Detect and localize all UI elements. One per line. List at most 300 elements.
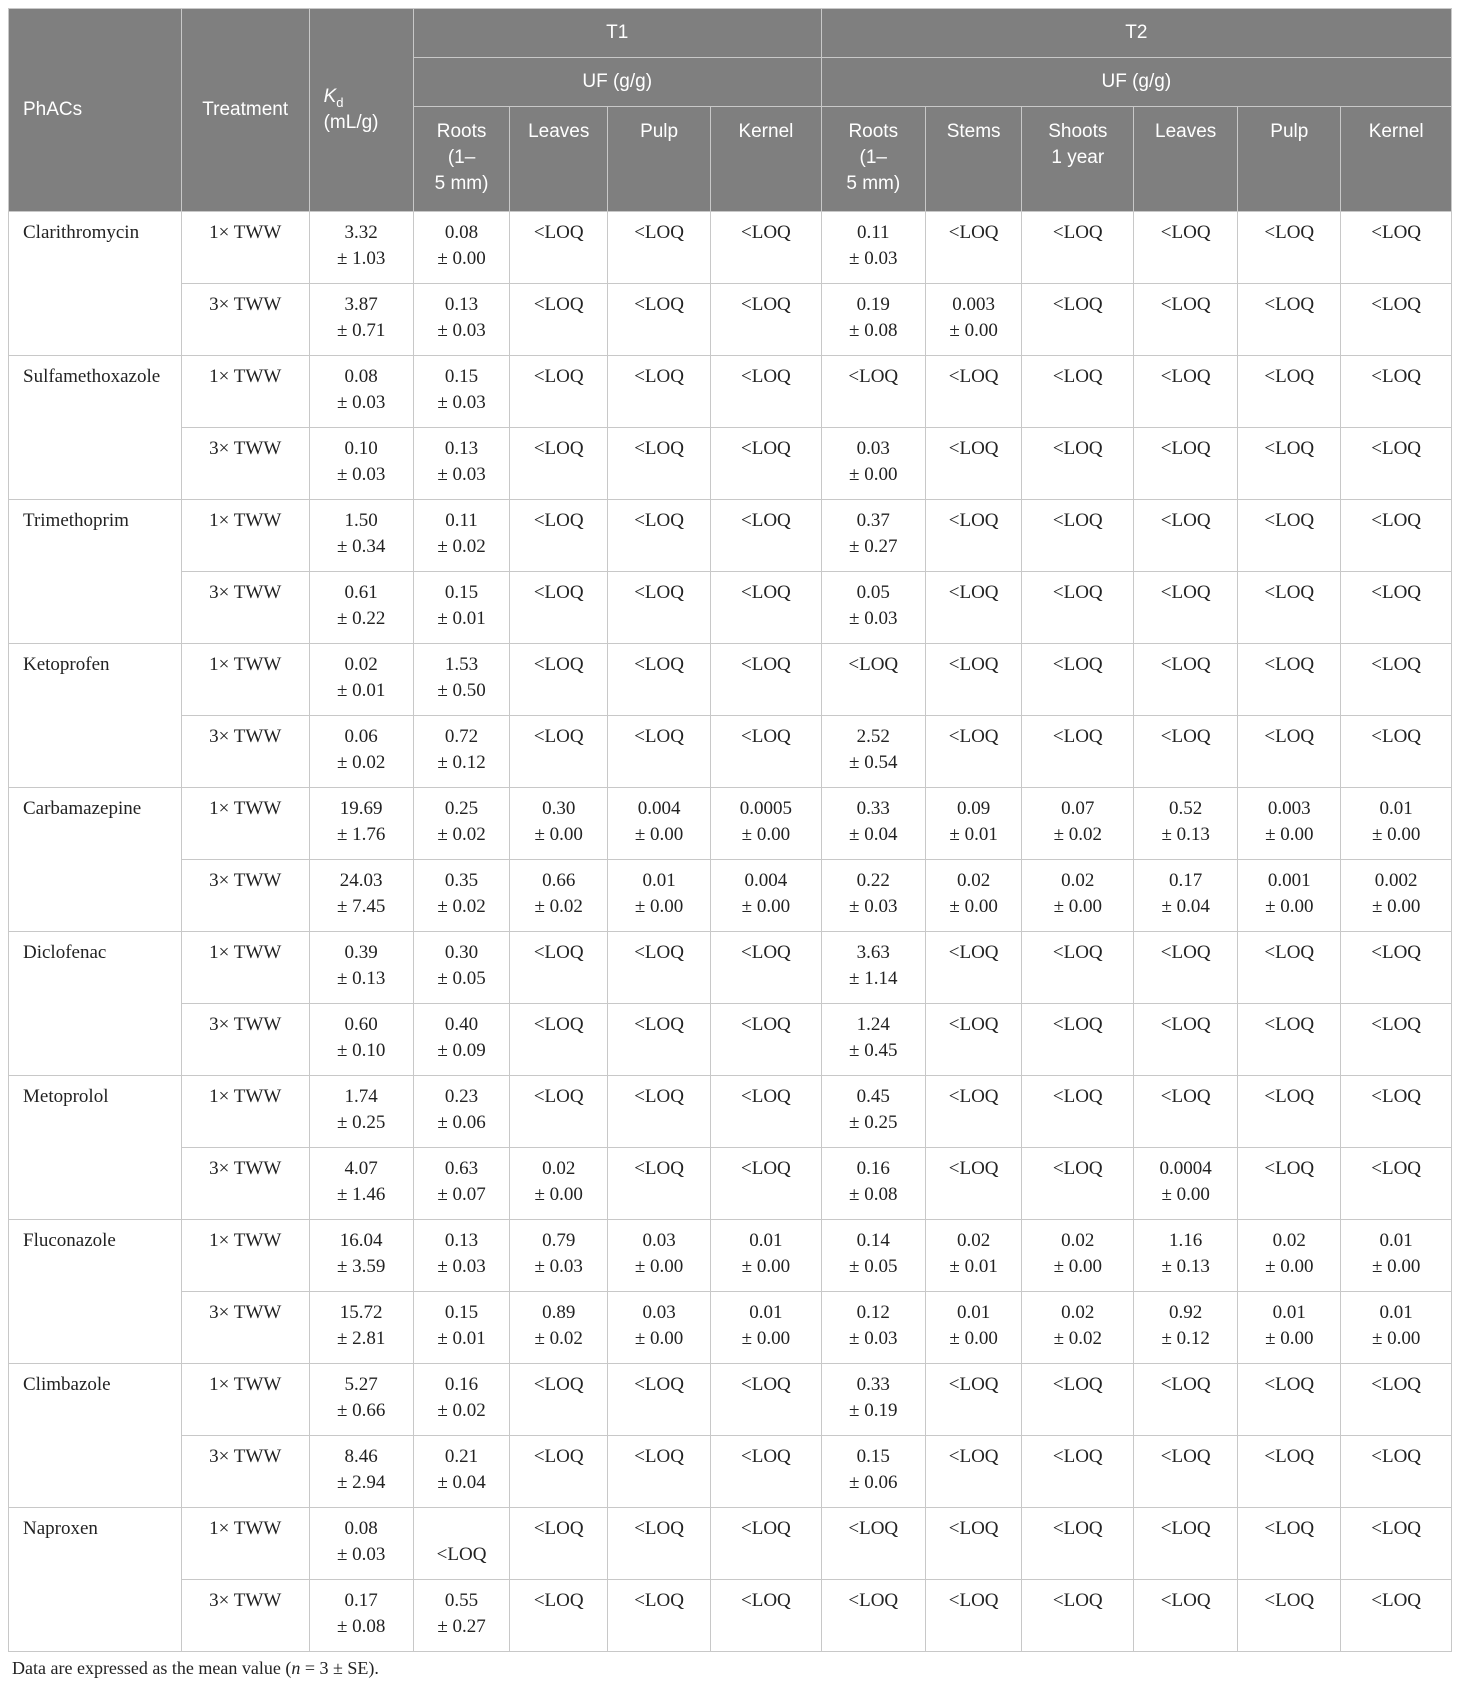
value-mean: 0.35: [444, 870, 479, 891]
value-error: ± 0.34: [336, 536, 386, 557]
uf-value-cell: [1134, 1292, 1238, 1364]
uf-value-cell: [821, 860, 925, 932]
value-error: ± 0.08: [336, 1616, 386, 1637]
value-error: ± 0.00: [1053, 896, 1102, 917]
column-header: [608, 107, 711, 212]
table-container: [8, 8, 1452, 1679]
value-mean: <LOQ: [1160, 1518, 1211, 1539]
treatment-cell: 1× TWW: [181, 1364, 309, 1436]
uf-value-cell: [510, 716, 608, 788]
uf-value-cell: [1341, 716, 1452, 788]
value-mean: <LOQ: [1264, 1374, 1315, 1395]
uf-value-cell: [1238, 716, 1341, 788]
uf-value-cell: [413, 284, 510, 356]
uf-value-cell: [1341, 356, 1452, 428]
uf-value-cell: [608, 932, 711, 1004]
header-uf-t1: UF (g/g): [413, 58, 821, 107]
uf-value-cell: [711, 212, 822, 284]
uf-value-cell: [711, 932, 822, 1004]
uf-value-cell: [1238, 644, 1341, 716]
value-mean: <LOQ: [1052, 294, 1103, 315]
value-mean: <LOQ: [533, 1446, 584, 1467]
value-mean: <LOQ: [848, 1590, 899, 1611]
value-mean: <LOQ: [533, 1014, 584, 1035]
uf-value-cell: [1022, 860, 1134, 932]
value-error: ± 1.03: [336, 248, 386, 269]
value-mean: <LOQ: [1052, 582, 1103, 603]
treatment-cell: 3× TWW: [181, 284, 309, 356]
compound-name: Clarithromycin: [9, 212, 182, 356]
uf-value-cell: [1134, 1076, 1238, 1148]
value-mean: 0.06: [344, 726, 378, 747]
uf-value-cell: [1341, 1436, 1452, 1508]
table-row: [9, 1364, 1452, 1436]
value-mean: <LOQ: [1264, 1590, 1315, 1611]
uf-value-cell: [1022, 572, 1134, 644]
value-mean: <LOQ: [1371, 654, 1422, 675]
value-error: ± 0.03: [849, 608, 898, 629]
value-error: ± 3.59: [336, 1256, 386, 1277]
uf-value-cell: [821, 932, 925, 1004]
uf-value-cell: [1022, 1004, 1134, 1076]
uf-value-cell: [1238, 1364, 1341, 1436]
value-error: ± 0.54: [849, 752, 898, 773]
value-error: ± 0.08: [849, 320, 898, 341]
value-error: ± 0.03: [849, 248, 898, 269]
uf-value-cell: [413, 428, 510, 500]
value-mean: 8.46: [344, 1446, 378, 1467]
value-mean: <LOQ: [1052, 1014, 1103, 1035]
uf-value-cell: [608, 1148, 711, 1220]
value-mean: <LOQ: [848, 654, 899, 675]
value-error: ± 0.05: [849, 1256, 898, 1277]
table-row: [9, 1220, 1452, 1292]
column-header: [925, 107, 1022, 212]
uf-value-cell: [821, 1292, 925, 1364]
uf-value-cell: [711, 428, 822, 500]
value-mean: <LOQ: [533, 1590, 584, 1611]
uf-value-cell: [1022, 284, 1134, 356]
value-error: ± 0.00: [634, 1328, 684, 1349]
value-mean: 0.13: [444, 294, 479, 315]
value-mean: <LOQ: [741, 510, 791, 531]
value-error: ± 0.27: [437, 1616, 486, 1637]
value-mean: 1.53: [444, 654, 479, 675]
value-error: ± 0.02: [534, 1328, 583, 1349]
uf-value-cell: [1238, 1220, 1341, 1292]
value-mean: <LOQ: [1052, 942, 1103, 963]
value-mean: <LOQ: [741, 438, 791, 459]
uf-value-cell: [711, 644, 822, 716]
value-mean: 0.003: [1267, 798, 1311, 819]
value-mean: 0.01: [642, 870, 676, 891]
value-mean: <LOQ: [533, 1086, 584, 1107]
kd-value-cell: [309, 788, 413, 860]
value-error: ± 1.46: [336, 1184, 386, 1205]
value-mean: 0.13: [444, 438, 479, 459]
value-mean: <LOQ: [948, 1158, 999, 1179]
kd-value-cell: [309, 428, 413, 500]
uf-value-cell: [413, 1580, 510, 1652]
uf-value-cell: [1022, 1076, 1134, 1148]
value-error: ± 0.00: [1371, 1328, 1421, 1349]
uf-value-cell: [711, 1220, 822, 1292]
kd-value-cell: [309, 212, 413, 284]
value-mean: 0.02: [1272, 1230, 1306, 1251]
value-mean: 1.24: [856, 1014, 890, 1035]
value-mean: 0.02: [344, 654, 378, 675]
value-mean: <LOQ: [1371, 1590, 1422, 1611]
value-mean: <LOQ: [948, 942, 999, 963]
value-error: ± 0.00: [949, 896, 998, 917]
value-mean: <LOQ: [1160, 1446, 1211, 1467]
uf-value-cell: [1134, 356, 1238, 428]
uf-value-cell: [608, 284, 711, 356]
uf-value-cell: [510, 1580, 608, 1652]
value-mean: 0.92: [1169, 1302, 1203, 1323]
uf-value-cell: [1238, 860, 1341, 932]
value-error: ± 0.02: [437, 536, 486, 557]
value-mean: <LOQ: [634, 438, 684, 459]
value-mean: <LOQ: [533, 942, 584, 963]
value-mean: <LOQ: [1052, 1158, 1103, 1179]
value-error: ± 0.00: [634, 1256, 684, 1277]
value-mean: <LOQ: [1052, 222, 1103, 243]
table-row: [9, 1436, 1452, 1508]
value-mean: 0.37: [856, 510, 890, 531]
value-mean: <LOQ: [948, 510, 999, 531]
value-error: ± 0.00: [1161, 1184, 1210, 1205]
uf-value-cell: [510, 428, 608, 500]
uf-value-cell: [1341, 1076, 1452, 1148]
kd-value-cell: [309, 500, 413, 572]
uf-value-cell: [608, 1076, 711, 1148]
value-mean: <LOQ: [741, 726, 791, 747]
column-header-line: Stems: [946, 121, 1001, 142]
value-error: ± 0.19: [849, 1400, 898, 1421]
uf-value-cell: [711, 284, 822, 356]
value-error: ± 0.00: [437, 248, 486, 269]
uf-value-cell: [1341, 572, 1452, 644]
uf-value-cell: [821, 1220, 925, 1292]
value-mean: <LOQ: [1264, 726, 1315, 747]
uf-value-cell: [608, 1292, 711, 1364]
treatment-cell: 1× TWW: [181, 1076, 309, 1148]
uf-value-cell: [1341, 1148, 1452, 1220]
uf-value-cell: [711, 356, 822, 428]
value-mean: <LOQ: [1264, 222, 1315, 243]
value-mean: 0.08: [444, 222, 479, 243]
value-mean: 1.74: [344, 1086, 378, 1107]
value-error: ± 0.66: [336, 1400, 386, 1421]
value-mean: <LOQ: [741, 222, 791, 243]
uf-value-cell: [1022, 356, 1134, 428]
uf-value-cell: [925, 428, 1022, 500]
value-mean: <LOQ: [1160, 654, 1211, 675]
value-mean: <LOQ: [533, 582, 584, 603]
value-mean: 0.07: [1061, 798, 1095, 819]
value-mean: <LOQ: [948, 1374, 999, 1395]
value-error: ± 0.02: [1053, 824, 1102, 845]
treatment-cell: 1× TWW: [181, 644, 309, 716]
treatment-cell: 1× TWW: [181, 1508, 309, 1580]
value-error: ± 0.00: [1371, 896, 1421, 917]
uf-value-cell: [1238, 1436, 1341, 1508]
value-mean: <LOQ: [1052, 654, 1103, 675]
value-mean: <LOQ: [634, 366, 684, 387]
value-error: ± 0.04: [437, 1472, 486, 1493]
value-mean: <LOQ: [634, 1518, 684, 1539]
compound-name: Fluconazole: [9, 1220, 182, 1364]
value-error: ± 0.13: [336, 968, 386, 989]
value-mean: <LOQ: [533, 366, 584, 387]
value-mean: 0.79: [542, 1230, 576, 1251]
value-error: ± 0.02: [437, 1400, 486, 1421]
value-mean: 0.01: [1379, 798, 1413, 819]
uf-value-cell: [413, 1076, 510, 1148]
uf-value-cell: [510, 932, 608, 1004]
uf-value-cell: [821, 356, 925, 428]
table-row: [9, 932, 1452, 1004]
value-error: ± 0.03: [849, 1328, 898, 1349]
uf-value-cell: [925, 1148, 1022, 1220]
value-error: ± 0.00: [1265, 1328, 1314, 1349]
treatment-cell: 1× TWW: [181, 356, 309, 428]
value-error: ± 0.01: [437, 608, 486, 629]
uf-value-cell: [1341, 788, 1452, 860]
value-mean: <LOQ: [741, 654, 791, 675]
footnote-after: = 3 ± SE).: [300, 1658, 379, 1678]
uf-value-cell: [608, 644, 711, 716]
uf-value-cell: [1134, 500, 1238, 572]
uf-value-cell: [608, 572, 711, 644]
uf-value-cell: [1134, 428, 1238, 500]
uf-value-cell: [510, 1508, 608, 1580]
value-mean: <LOQ: [1052, 510, 1103, 531]
kd-value-cell: [309, 356, 413, 428]
treatment-cell: 1× TWW: [181, 500, 309, 572]
footnote-n: n: [291, 1658, 301, 1678]
value-mean: 0.02: [1061, 1302, 1095, 1323]
value-error: <LOQ: [436, 1544, 487, 1565]
uf-value-cell: [608, 1364, 711, 1436]
footnote-before: Data are expressed as the mean value (: [12, 1658, 292, 1678]
value-mean: 0.17: [344, 1590, 378, 1611]
uf-value-cell: [1022, 1364, 1134, 1436]
value-mean: 0.02: [542, 1158, 576, 1179]
value-error: ± 0.02: [1053, 1328, 1102, 1349]
value-error: ± 0.50: [437, 680, 486, 701]
value-error: ± 0.12: [1161, 1328, 1210, 1349]
value-mean: 0.30: [542, 798, 576, 819]
table-row: [9, 1076, 1452, 1148]
uf-value-cell: [413, 1220, 510, 1292]
value-mean: <LOQ: [634, 222, 684, 243]
value-mean: <LOQ: [1371, 1158, 1422, 1179]
table-row: [9, 1580, 1452, 1652]
value-mean: <LOQ: [948, 1086, 999, 1107]
value-mean: 0.52: [1169, 798, 1203, 819]
value-mean: 0.09: [957, 798, 991, 819]
uf-value-cell: [510, 572, 608, 644]
uf-value-cell: [413, 644, 510, 716]
value-error: ± 0.03: [336, 392, 386, 413]
column-header: [1134, 107, 1238, 212]
value-mean: <LOQ: [1160, 1374, 1211, 1395]
uf-value-cell: [1134, 932, 1238, 1004]
uf-value-cell: [1134, 1580, 1238, 1652]
column-header-line: Pulp: [640, 121, 679, 142]
value-error: ± 0.06: [437, 1112, 486, 1133]
uf-value-cell: [608, 212, 711, 284]
value-error: ± 0.00: [1265, 824, 1314, 845]
uf-value-cell: [1134, 716, 1238, 788]
uf-value-cell: [1134, 1364, 1238, 1436]
value-mean: <LOQ: [948, 654, 999, 675]
value-mean: 0.17: [1169, 870, 1203, 891]
uf-value-cell: [1238, 788, 1341, 860]
uf-value-cell: [608, 356, 711, 428]
uf-value-cell: [925, 1076, 1022, 1148]
uf-value-cell: [925, 356, 1022, 428]
uf-value-cell: [711, 572, 822, 644]
value-error: ± 0.00: [634, 896, 684, 917]
uf-value-cell: [711, 788, 822, 860]
value-error: ± 0.08: [849, 1184, 898, 1205]
value-mean: 0.08: [344, 1518, 378, 1539]
kd-value-cell: [309, 1364, 413, 1436]
uf-value-cell: [1238, 356, 1341, 428]
value-mean: <LOQ: [1052, 1518, 1103, 1539]
treatment-cell: 1× TWW: [181, 1220, 309, 1292]
uf-value-cell: [510, 788, 608, 860]
value-error: ± 0.00: [1265, 896, 1314, 917]
value-error: ± 1.14: [849, 968, 898, 989]
value-mean: 0.01: [957, 1302, 991, 1323]
uf-value-cell: [925, 1220, 1022, 1292]
uf-value-cell: [413, 1436, 510, 1508]
treatment-cell: 3× TWW: [181, 1580, 309, 1652]
value-mean: [418, 1516, 506, 1542]
value-error: ± 0.00: [741, 1328, 791, 1349]
uf-value-cell: [821, 572, 925, 644]
uf-value-cell: [608, 716, 711, 788]
uf-value-cell: [821, 1364, 925, 1436]
uf-value-cell: [1238, 1004, 1341, 1076]
value-mean: 0.55: [444, 1590, 479, 1611]
value-mean: <LOQ: [848, 366, 899, 387]
uf-value-cell: [413, 572, 510, 644]
value-mean: 0.11: [445, 510, 478, 531]
table-row: [9, 1004, 1452, 1076]
value-mean: <LOQ: [1160, 1086, 1211, 1107]
value-mean: <LOQ: [634, 582, 684, 603]
uf-value-cell: [1134, 1220, 1238, 1292]
kd-value-cell: [309, 284, 413, 356]
value-mean: 0.15: [444, 366, 479, 387]
value-mean: 1.50: [344, 510, 378, 531]
value-mean: <LOQ: [741, 582, 791, 603]
value-mean: <LOQ: [741, 1014, 791, 1035]
value-mean: <LOQ: [948, 726, 999, 747]
value-mean: <LOQ: [948, 1446, 999, 1467]
value-mean: 0.60: [344, 1014, 378, 1035]
value-mean: <LOQ: [1160, 510, 1211, 531]
table-row: [9, 788, 1452, 860]
uf-value-cell: [821, 716, 925, 788]
uf-value-cell: [925, 500, 1022, 572]
value-mean: 0.004: [637, 798, 681, 819]
value-mean: <LOQ: [741, 942, 791, 963]
value-mean: 0.05: [856, 582, 890, 603]
value-mean: <LOQ: [948, 438, 999, 459]
value-mean: <LOQ: [1371, 1518, 1422, 1539]
uf-value-cell: [1022, 1436, 1134, 1508]
kd-value-cell: [309, 716, 413, 788]
uf-value-cell: [925, 716, 1022, 788]
value-error: ± 0.71: [336, 320, 386, 341]
value-mean: <LOQ: [634, 1446, 684, 1467]
value-error: ± 0.00: [741, 1256, 791, 1277]
uf-value-cell: [608, 788, 711, 860]
value-mean: <LOQ: [1264, 1446, 1315, 1467]
treatment-cell: 3× TWW: [181, 428, 309, 500]
uf-value-cell: [1134, 1004, 1238, 1076]
column-header-line: 5 mm): [434, 173, 489, 194]
treatment-cell: 1× TWW: [181, 212, 309, 284]
uf-value-cell: [1022, 1580, 1134, 1652]
uf-value-cell: [608, 1220, 711, 1292]
uf-value-cell: [510, 500, 608, 572]
column-header-line: 5 mm): [846, 173, 901, 194]
kd-unit: (mL/g): [323, 112, 379, 133]
value-error: ± 0.03: [437, 320, 486, 341]
uf-value-cell: [1022, 1148, 1134, 1220]
value-mean: <LOQ: [1052, 726, 1103, 747]
value-mean: <LOQ: [948, 1518, 999, 1539]
uf-value-cell: [413, 356, 510, 428]
header-kd: [309, 9, 413, 212]
uf-value-cell: [1022, 1220, 1134, 1292]
uf-value-cell: [413, 932, 510, 1004]
uf-value-cell: [1341, 1364, 1452, 1436]
uf-value-cell: [711, 716, 822, 788]
value-mean: 0.01: [1379, 1230, 1413, 1251]
value-mean: 0.21: [444, 1446, 479, 1467]
uf-value-cell: [1341, 500, 1452, 572]
value-mean: 0.11: [856, 222, 890, 243]
value-error: ± 0.27: [849, 536, 898, 557]
value-mean: 0.01: [1379, 1302, 1413, 1323]
uf-value-cell: [821, 1436, 925, 1508]
value-error: ± 2.81: [336, 1328, 386, 1349]
value-error: ± 0.03: [437, 1256, 486, 1277]
uf-value-cell: [413, 1004, 510, 1076]
kd-value-cell: [309, 860, 413, 932]
column-header-line: Pulp: [1270, 121, 1309, 142]
uf-value-cell: [413, 212, 510, 284]
value-mean: <LOQ: [741, 366, 791, 387]
uf-value-cell: [510, 644, 608, 716]
value-error: ± 0.00: [741, 824, 791, 845]
value-mean: <LOQ: [1264, 942, 1315, 963]
value-mean: <LOQ: [1264, 510, 1315, 531]
uf-value-cell: [1238, 1292, 1341, 1364]
table-row: [9, 284, 1452, 356]
value-mean: 0.10: [344, 438, 378, 459]
uf-value-cell: [1134, 1436, 1238, 1508]
uf-value-cell: [1238, 572, 1341, 644]
